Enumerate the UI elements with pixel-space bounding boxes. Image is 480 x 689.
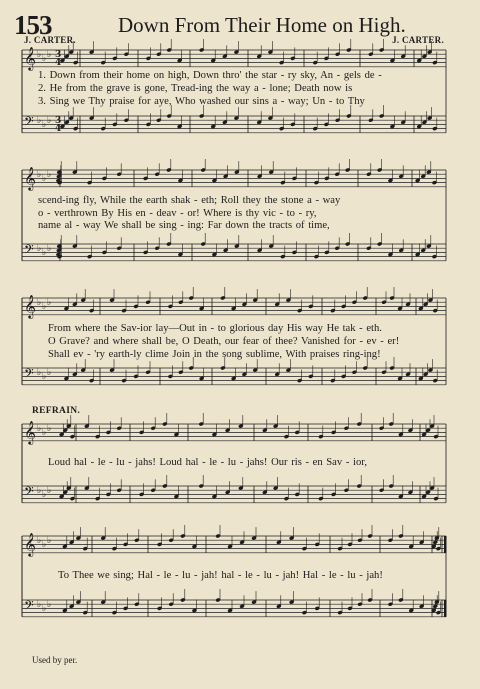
flat-icon: ♭ bbox=[42, 302, 47, 312]
time-signature: 3 bbox=[55, 116, 62, 126]
flat-icon: ♭ bbox=[37, 424, 42, 434]
flat-icon: ♭ bbox=[37, 368, 42, 378]
final-bar-thick bbox=[444, 536, 447, 553]
flat-icon: ♭ bbox=[47, 244, 52, 254]
flat-icon: ♭ bbox=[37, 50, 42, 60]
verse-line: name al - way We shall be sing - ing: Far down the tracts of time, bbox=[38, 220, 330, 231]
bass-clef-icon: 𝄢 bbox=[24, 598, 34, 616]
flat-icon: ♭ bbox=[42, 54, 47, 64]
composer-credit-left: J. CARTER. bbox=[24, 35, 76, 45]
verse-line: Shall ev - 'ry earth-ly clime Join in the song sublime, With praises ring-ing! bbox=[48, 349, 381, 360]
verse-line: scend-ing fly, While the earth shak - eth; Roll they the stone a - way bbox=[38, 195, 341, 206]
verse-line: 3. Sing we Thy praise for aye, Who washed our sins a - way; Un - to Thy bbox=[38, 96, 365, 107]
flat-icon: ♭ bbox=[42, 174, 47, 184]
composer-credit-right: J. CARTER. bbox=[392, 35, 444, 45]
time-signature: 3 bbox=[55, 50, 62, 60]
flat-icon: ♭ bbox=[47, 368, 52, 378]
flat-icon: ♭ bbox=[47, 424, 52, 434]
bass-clef-icon: 𝄢 bbox=[24, 114, 34, 132]
flat-icon: ♭ bbox=[42, 428, 47, 438]
flat-icon: ♭ bbox=[37, 298, 42, 308]
verse-line: O Grave? and where shall be, O Death, our fear of thee? Vanished for - ev - er! bbox=[48, 336, 400, 347]
flat-icon: ♭ bbox=[42, 604, 47, 614]
flat-icon: ♭ bbox=[47, 50, 52, 60]
flat-icon: ♭ bbox=[47, 170, 52, 180]
treble-clef-icon: 𝄞 bbox=[24, 294, 36, 318]
flat-icon: ♭ bbox=[42, 372, 47, 382]
time-signature: 4 bbox=[55, 124, 62, 134]
flat-icon: ♭ bbox=[37, 116, 42, 126]
bass-clef-icon: 𝄢 bbox=[24, 366, 34, 384]
permission-note: Used by per. bbox=[32, 655, 78, 665]
time-signature: 4 bbox=[55, 58, 62, 68]
flat-icon: ♭ bbox=[37, 600, 42, 610]
treble-clef-icon: 𝄞 bbox=[24, 420, 36, 444]
refrain-line: To Thee we sing; Hal - le - lu - jah! hal - le - lu - jah! Hal - le - lu - jah! bbox=[58, 570, 383, 581]
flat-icon: ♭ bbox=[42, 248, 47, 258]
flat-icon: ♭ bbox=[47, 536, 52, 546]
final-bar-thick bbox=[444, 600, 447, 617]
flat-icon: ♭ bbox=[42, 540, 47, 550]
flat-icon: ♭ bbox=[42, 490, 47, 500]
hymn-number: 153 bbox=[14, 10, 52, 40]
flat-icon: ♭ bbox=[37, 244, 42, 254]
refrain-line: Loud hal - le - lu - jahs! Loud hal - le - lu - jahs! Our ris - en Sav - ior, bbox=[48, 457, 368, 468]
verse-line: 2. He from the grave is gone, Tread-ing the way a - lone; Death now is bbox=[38, 83, 353, 94]
treble-clef-icon: 𝄞 bbox=[24, 166, 36, 190]
treble-clef-icon: 𝄞 bbox=[24, 532, 36, 556]
flat-icon: ♭ bbox=[37, 536, 42, 546]
flat-icon: ♭ bbox=[47, 600, 52, 610]
flat-icon: ♭ bbox=[37, 170, 42, 180]
hymn-title: Down From Their Home on High. bbox=[118, 13, 406, 37]
flat-icon: ♭ bbox=[37, 486, 42, 496]
flat-icon: ♭ bbox=[47, 298, 52, 308]
bass-clef-icon: 𝄢 bbox=[24, 242, 34, 260]
flat-icon: ♭ bbox=[47, 116, 52, 126]
flat-icon: ♭ bbox=[47, 486, 52, 496]
treble-clef-icon: 𝄞 bbox=[24, 46, 36, 70]
bass-clef-icon: 𝄢 bbox=[24, 484, 34, 502]
refrain-label: REFRAIN. bbox=[32, 406, 81, 416]
verse-line: 1. Down from their home on high, Down thro' the star - ry sky, An - gels de - bbox=[38, 70, 382, 81]
flat-icon: ♭ bbox=[42, 120, 47, 130]
verse-line: From where the Sav-ior lay—Out in - to glorious day His way He tak - eth. bbox=[48, 323, 382, 334]
verse-line: o - verthrown By His en - deav - or! Where is thy vic - to - ry, bbox=[38, 208, 317, 219]
